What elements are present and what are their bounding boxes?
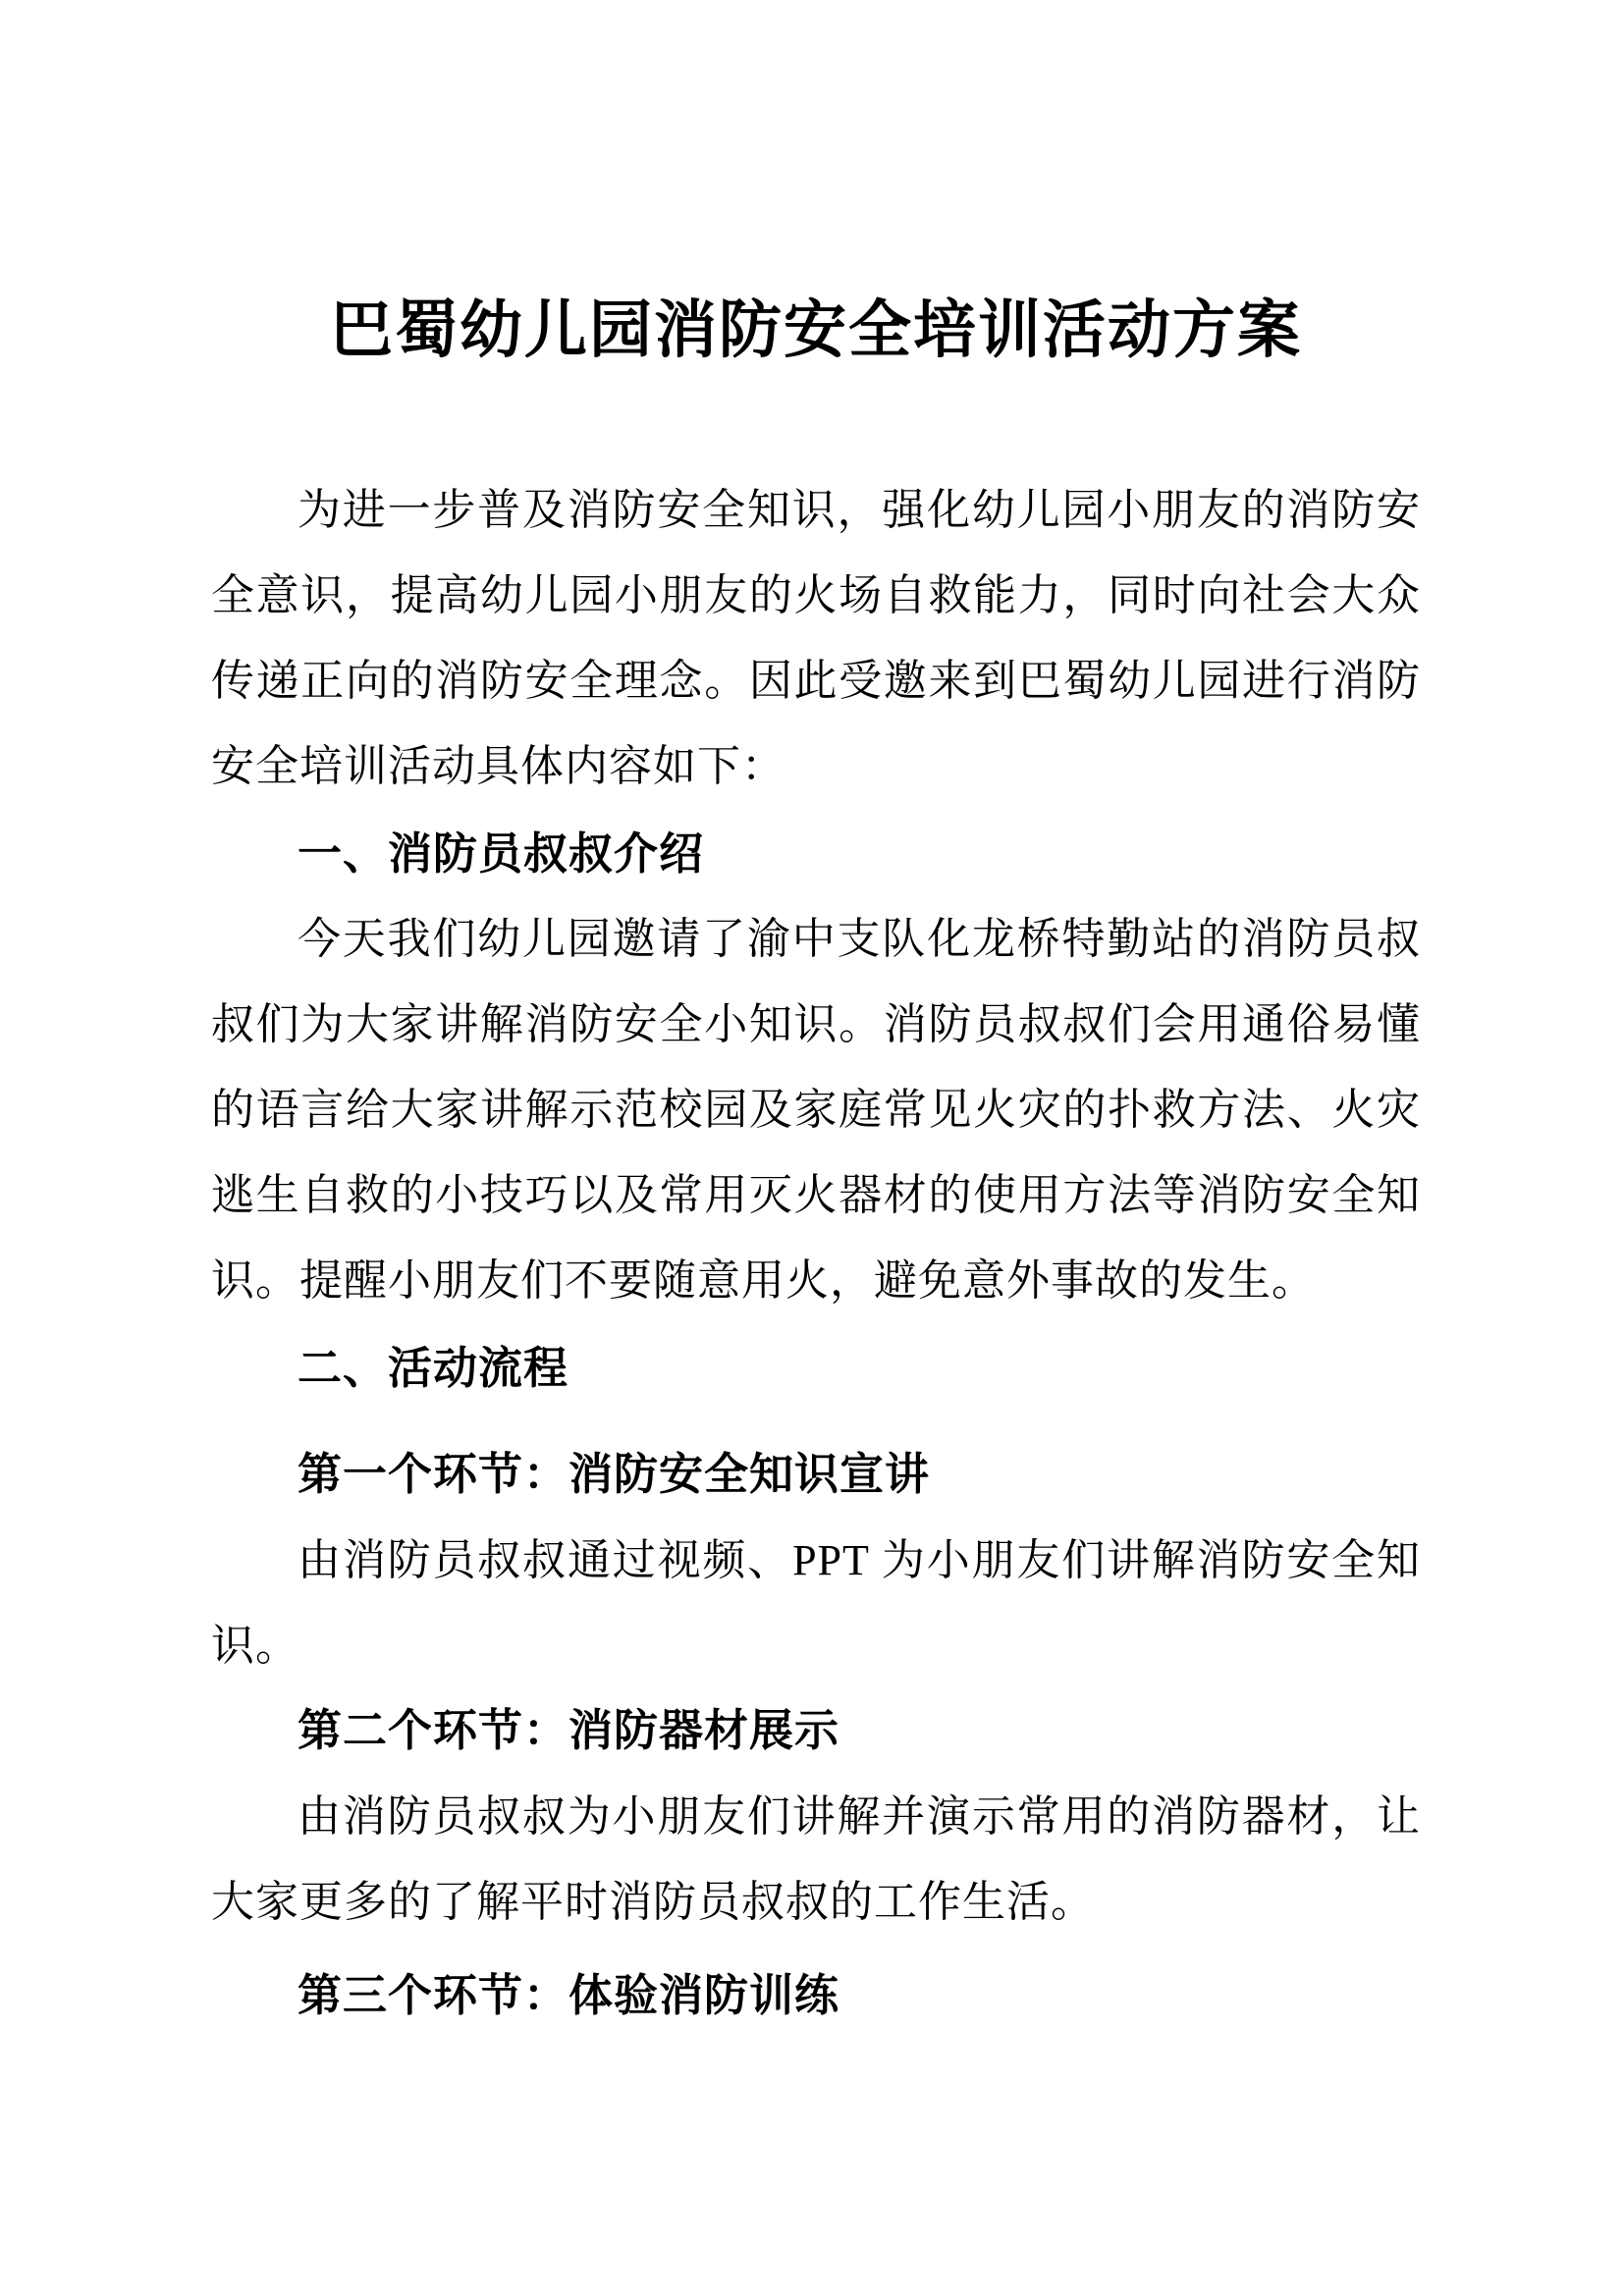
step-2-paragraph: 由消防员叔叔为小朋友们讲解并演示常用的消防器材，让大家更多的了解平时消防员叔叔的工作生活。 (211, 1792, 1421, 1926)
intro-paragraph: 为进一步普及消防安全知识，强化幼儿园小朋友的消防安全意识，提高幼儿园小朋友的火场自救能力，同时向社会大众传递正向的消防安全理念。因此受邀来到巴蜀幼儿园进行消防安全培训活动具体内容如下： (211, 486, 1421, 790)
document-body (211, 467, 1421, 2039)
step-1-paragraph: 由消防员叔叔通过视频、PPT 为小朋友们讲解消防安全知识。 (211, 1536, 1421, 1670)
firefighter-introduction-paragraph: 今天我们幼儿园邀请了渝中支队化龙桥特勤站的消防员叔叔们为大家讲解消防安全小知识。消防员叔叔们会用通俗易懂的语言给大家讲解示范校园及家庭常见火灾的扑救方法、火灾逃生自救的小技巧以及常用灭火器材的使用方法等消防安全知识。提醒小朋友们不要随意用火，避免意外事故的发生。 (211, 915, 1421, 1305)
document-title: 巴蜀幼儿园消防安全培训活动方案 (330, 295, 1302, 365)
subsection-heading-step-2: 第二个环节：消防器材展示 (298, 1706, 840, 1755)
subsection-heading-step-3: 第三个环节：体验消防训练 (298, 1971, 840, 2020)
section-heading-firefighter-introduction: 一、消防员叔叔介绍 (298, 828, 705, 879)
subsection-heading-step-1: 第一个环节：消防安全知识宣讲 (298, 1450, 931, 1499)
section-heading-activity-process: 二、活动流程 (298, 1343, 569, 1393)
